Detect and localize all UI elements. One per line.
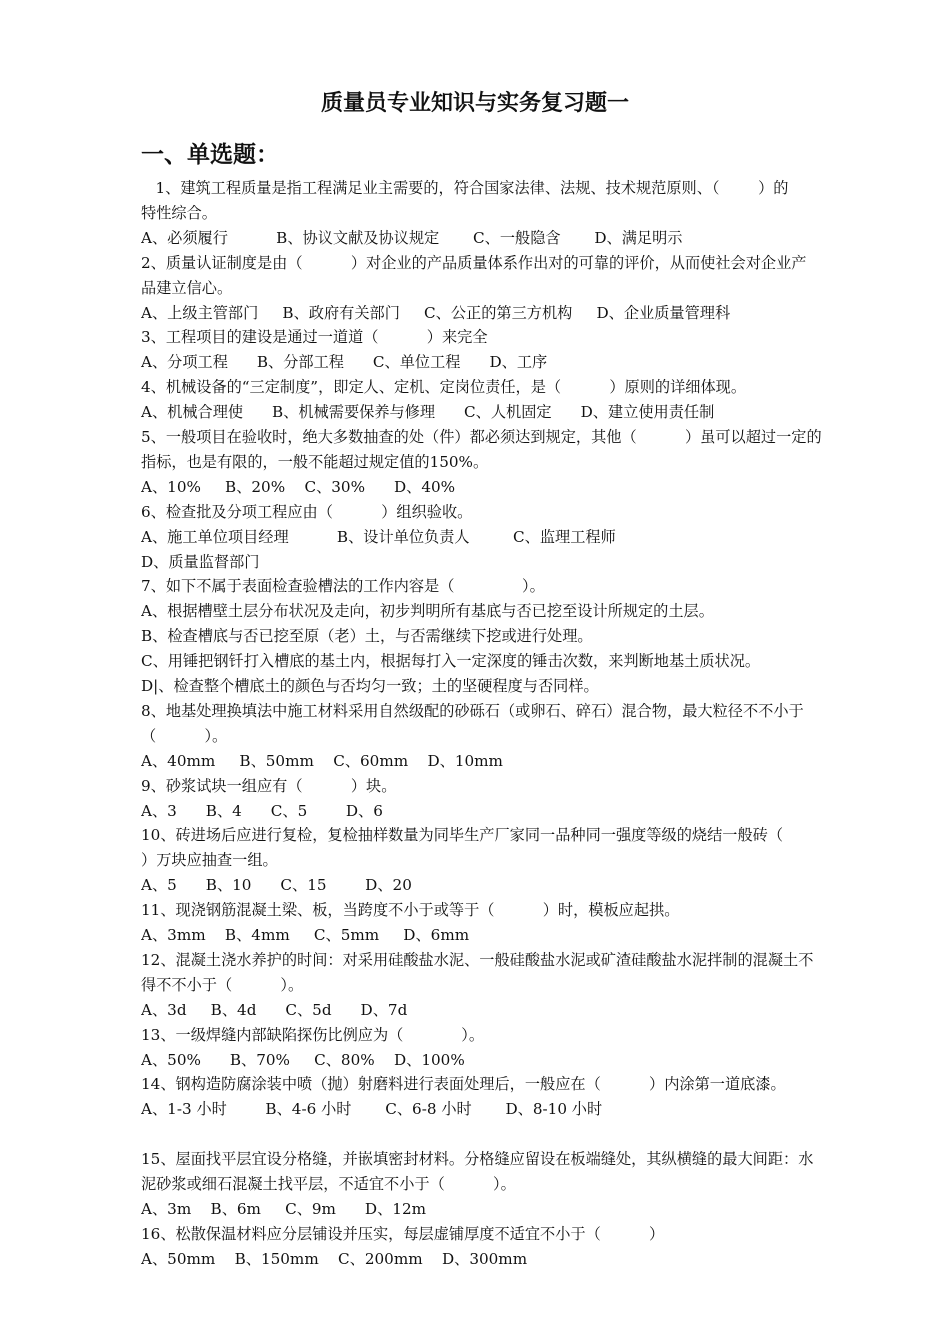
text-line: A、上级主管部门 B、政府有关部门 C、公正的第三方机构 D、企业质量管理科: [141, 304, 731, 322]
text-line: 16、松散保温材料应分层铺设并压实，每层虚铺厚度不适宜不小于（ ）: [141, 1225, 665, 1243]
text-line: A、1-3 小时 B、4-6 小时 C、6-8 小时 D、8-10 小时: [141, 1100, 603, 1118]
text-line: 特性综合。: [141, 204, 217, 222]
document-title: 质量员专业知识与实务复习题一: [320, 90, 629, 116]
text-line: 7、如下不属于表面检查验槽法的工作内容是（ ）。: [141, 577, 545, 595]
text-line: A、必须履行 B、协议文献及协议规定 C、一般隐含 D、满足明示: [141, 229, 683, 247]
text-line: A、3mm B、4mm C、5mm D、6mm: [141, 926, 470, 944]
text-line: （ ）。: [141, 727, 228, 745]
text-line: A、分项工程 B、分部工程 C、单位工程 D、工序: [141, 353, 548, 371]
text-line: A、机械合理使 B、机械需要保养与修理 C、人机固定 D、建立使用责任制: [141, 403, 715, 421]
text-line: 13、一级焊缝内部缺陷探伤比例应为（ ）。: [141, 1026, 485, 1044]
text-line: 5、一般项目在验收时，绝大多数抽查的处（件）都必须达到规定，其他（ ）虽可以超过一定的: [141, 428, 822, 446]
text-line: 10、砖进场后应进行复检，复检抽样数量为同毕生产厂家同一品种同一强度等级的烧结一般砖（: [141, 826, 784, 844]
text-line: 3、工程项目的建设是通过一道道（ ）来完全: [141, 328, 488, 346]
text-line: 指标，也是有限的，一般不能超过规定值的150%。: [141, 453, 489, 471]
text-line: A、50mm B、150mm C、200mm D、300mm: [141, 1250, 528, 1268]
text-line: 8、地基处理换填法中施工材料采用自然级配的砂砾石（或卵石、碎石）混合物，最大粒径不不小于: [141, 702, 804, 720]
text-line: A、施工单位项目经理 B、设计单位负责人 C、监理工程师: [141, 528, 616, 546]
text-line: 9、砂浆试块一组应有（ ）块。: [141, 777, 397, 795]
text-line: 得不不小于（ ）。: [141, 976, 304, 994]
text-line: A、3 B、4 C、5 D、6: [141, 802, 383, 820]
text-line: B、检查槽底与否已挖至原（老）土，与否需继续下挖或进行处理。: [141, 627, 593, 645]
text-line: A、3m B、6m C、9m D、12m: [141, 1200, 427, 1218]
text-line: A、10% B、20% C、30% D、40%: [141, 478, 456, 496]
text-line: ）万块应抽查一组。: [141, 851, 278, 869]
text-line: A、根据槽壁土层分布状况及走向，初步判明所有基底与否已挖至设计所规定的土层。: [141, 602, 714, 620]
text-line: C、用锤把钢钎打入槽底的基土内，根据每打入一定深度的锤击次数，来判断地基土质状况。: [141, 652, 761, 670]
text-line: 6、检查批及分项工程应由（ ）组织验收。: [141, 503, 473, 521]
text-line: D、质量监督部门: [141, 553, 260, 571]
text-line: 4、机械设备的“三定制度”，即定人、定机、定岗位责任，是（ ）原则的详细体现。: [141, 378, 747, 396]
text-line: A、3d B、4d C、5d D、7d: [141, 1001, 408, 1019]
text-line: 1、建筑工程质量是指工程满足业主需要的，符合国家法律、法规、技术规范原则、（ ）的: [141, 179, 789, 197]
text-line: A、40mm B、50mm C、60mm D、10mm: [141, 752, 503, 770]
section-heading: 一、单选题：: [141, 141, 279, 168]
text-line: 泥砂浆或细石混凝土找平层，不适宜不小于（ ）。: [141, 1175, 516, 1193]
text-line: D|、检查整个槽底土的颜色与否均匀一致；土的坚硬程度与否同样。: [141, 677, 599, 695]
text-line: 品建立信心。: [141, 279, 233, 297]
text-line: 2、质量认证制度是由（ ）对企业的产品质量体系作出对的可靠的评价，从而使社会对企业产: [141, 254, 807, 272]
text-line: 12、混凝土浇水养护的时间：对采用硅酸盐水泥、一般硅酸盐水泥或矿渣硅酸盐水泥拌制的混凝土不: [141, 951, 814, 969]
text-line: 15、屋面找平层宜设分格缝，并嵌填密封材料。分格缝应留设在板端缝处，其纵横缝的最大间距：水: [141, 1150, 814, 1168]
text-line: 14、钢构造防腐涂装中喷（抛）射磨料进行表面处理后，一般应在（ ）内涂第一道底漆。: [141, 1075, 786, 1093]
text-line: A、5 B、10 C、15 D、20: [141, 876, 412, 894]
text-line: 11、现浇钢筋混凝土梁、板，当跨度不小于或等于（ ）时，模板应起拱。: [141, 901, 680, 919]
text-line: A、50% B、70% C、80% D、100%: [141, 1051, 465, 1069]
